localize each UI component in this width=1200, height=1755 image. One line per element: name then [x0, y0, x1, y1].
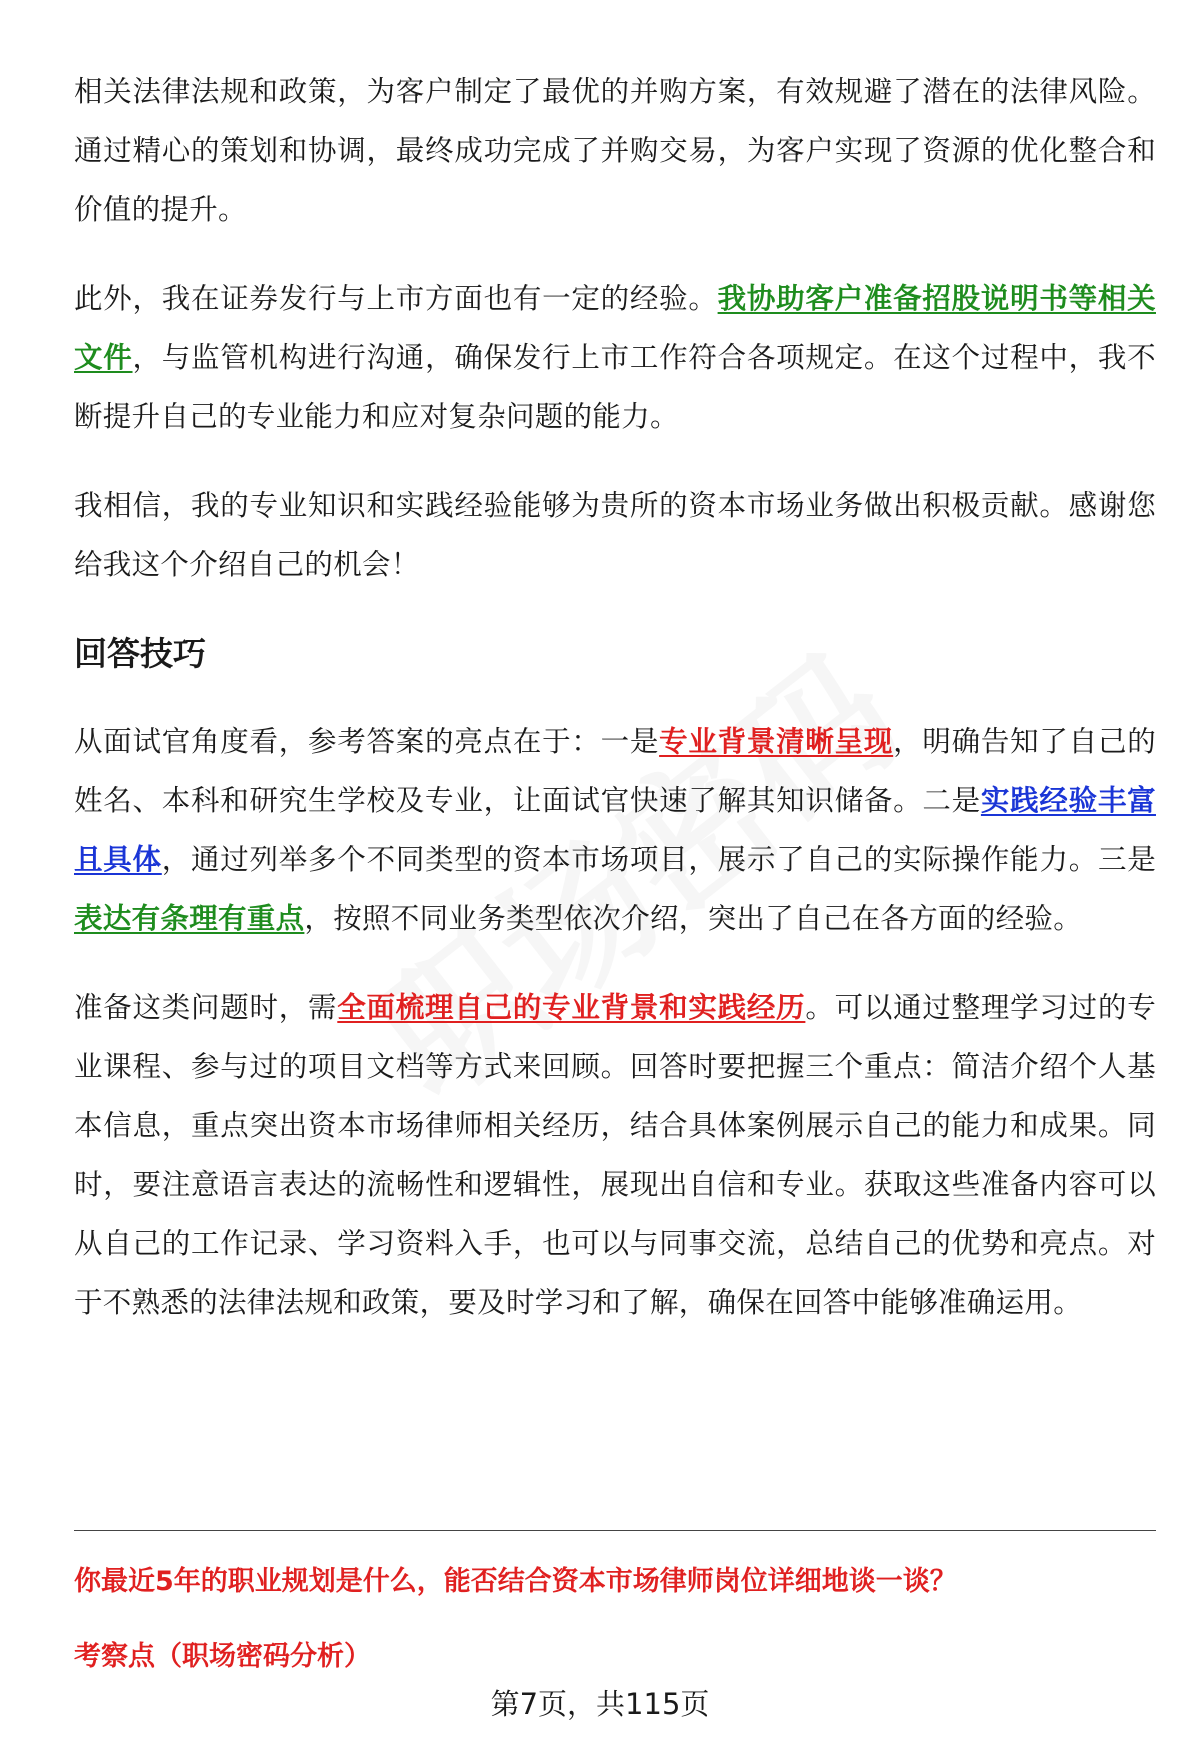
- paragraph-text: 从面试官角度看，参考答案的亮点在于：一是: [74, 725, 660, 758]
- highlight-review-background: 全面梳理自己的专业背景和实践经历: [337, 991, 806, 1024]
- highlight-professional-background: 专业背景清晰呈现: [659, 725, 894, 758]
- highlight-practical-experience: 实践经验丰富且具体: [74, 784, 1156, 876]
- paragraph-text: ，按照不同业务类型依次介绍，突出了自己在各方面的经验。: [304, 902, 1083, 935]
- paragraph-text: ，明确告知了自己的姓名、本科和研究生学校及专业，让面试官快速了解其知识储备。二是: [74, 725, 1156, 817]
- section-title: 回答技巧: [74, 634, 206, 673]
- page-number-footer: 第7页，共115页: [490, 1687, 710, 1721]
- section-divider: [74, 1530, 1156, 1531]
- document-body: [74, 62, 1156, 1362]
- paragraph-text: 我相信，我的专业知识和实践经验能够为贵所的资本市场业务做出积极贡献。感谢您给我这个介绍自己的机会！: [74, 489, 1156, 581]
- analysis-subheading: 考察点（职场密码分析）: [74, 1641, 371, 1672]
- paragraph-text: ，与监管机构进行沟通，确保发行上市工作符合各项规定。在这个过程中，我不断提升自己的专业能力和应对复杂问题的能力。: [74, 341, 1156, 433]
- paragraph-tip-preparation: [74, 978, 1156, 1332]
- paragraph-text: 准备这类问题时，需: [74, 991, 338, 1024]
- next-question-title: 你最近5年的职业规划是什么，能否结合资本市场律师岗位详细地谈一谈？: [74, 1566, 957, 1597]
- paragraph-text: ，通过列举多个不同类型的资本市场项目，展示了自己的实际操作能力。三是: [161, 843, 1157, 876]
- paragraph-text: 。可以通过整理学习过的专业课程、参与过的项目文档等方式来回顾。回答时要把握三个重点：简洁介绍个人基本信息，重点突出资本市场律师相关经历，结合具体案例展示自己的能力和成果。同时，要注意语言表达的流畅性和逻辑性，展现出自信和专业。获取这些准备内容可以从自己的工作记录、学习资料入手，也可以与同事交流，总结自己的优势和亮点。对于不熟悉的法律法规和政策，要及时学习和了解，确保在回答中能够准确运用。: [74, 991, 1156, 1319]
- paragraph-text: 此外，我在证券发行与上市方面也有一定的经验。: [74, 282, 718, 315]
- paragraph-securities-experience: [74, 269, 1156, 446]
- highlight-structured-expression: 表达有条理有重点: [74, 902, 305, 935]
- paragraph-closing: [74, 476, 1156, 594]
- paragraph-merger-experience: [74, 62, 1156, 239]
- highlight-prospectus: 我协助客户准备招股说明书等相关文件: [74, 282, 1156, 374]
- paragraph-text: 相关法律法规和政策，为客户制定了最优的并购方案，有效规避了潜在的法律风险。通过精心的策划和协调，最终成功完成了并购交易，为客户实现了资源的优化整合和价值的提升。: [74, 75, 1156, 226]
- paragraph-tip-highlights: [74, 712, 1156, 948]
